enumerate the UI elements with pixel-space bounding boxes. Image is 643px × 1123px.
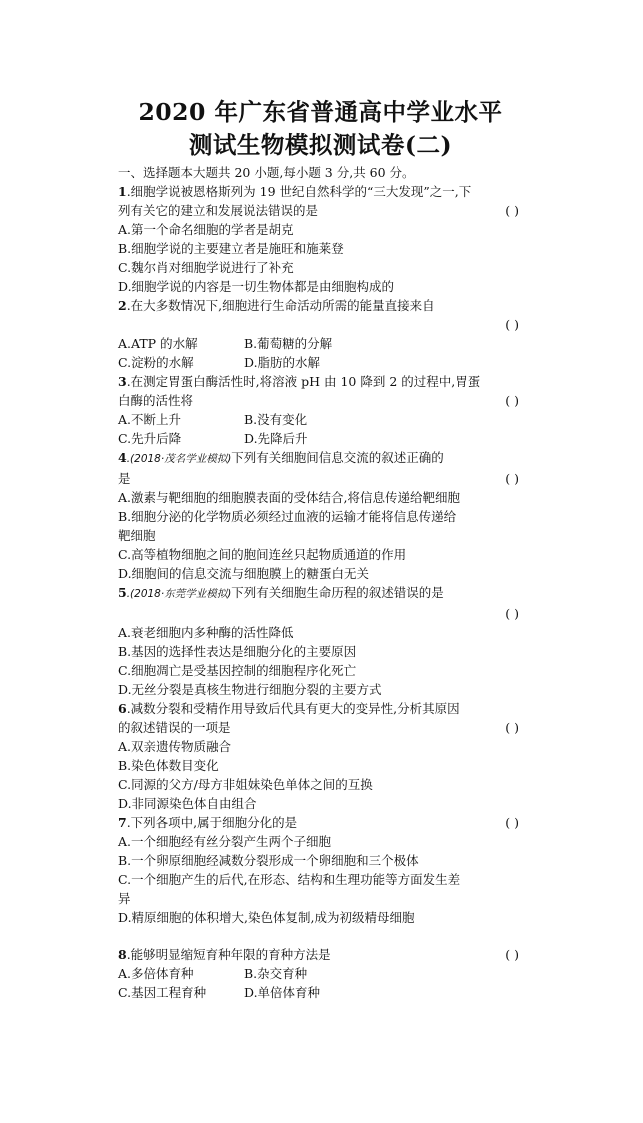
option-b: B.基因的选择性表达是细胞分化的主要原因	[118, 644, 357, 659]
answer-paren: ( )	[505, 720, 519, 735]
option-c: C.先升后降	[118, 431, 182, 446]
option-a: A.ATP 的水解	[118, 336, 198, 351]
question-number: 1	[118, 184, 127, 199]
answer-paren: ( )	[505, 393, 519, 408]
option-c: C.高等植物细胞之间的胞间连丝只起物质通道的作用	[118, 547, 407, 562]
answer-paren: ( )	[505, 815, 519, 830]
question-number: 4	[118, 450, 127, 465]
option-d: D.脂肪的水解	[244, 355, 321, 370]
question-source: .(2018·茂名学业模拟)	[126, 453, 232, 465]
question-number: 8	[118, 947, 127, 962]
option-a: A.激素与靶细胞的细胞膜表面的受体结合,将信息传递给靶细胞	[118, 490, 460, 505]
option-d: D.细胞间的信息交流与细胞膜上的糖蛋白无关	[118, 566, 370, 581]
question-number: 5	[118, 585, 127, 600]
option-c-cont: 异	[118, 891, 131, 906]
exam-page	[118, 96, 523, 1002]
option-b: B.一个卵原细胞经减数分裂形成一个卵细胞和三个极体	[118, 853, 419, 868]
option-b: B.染色体数目变化	[118, 758, 219, 773]
exam-title	[118, 96, 523, 162]
option-b: B.细胞分泌的化学物质必须经过血液的运输才能将信息传递给	[118, 509, 457, 524]
question-7	[118, 813, 523, 927]
question-stem-cont: 是	[118, 471, 131, 486]
section-heading: 一、选择题本大题共 20 小题,每小题 3 分,共 60 分。	[118, 165, 415, 180]
question-6	[118, 699, 523, 813]
option-a: A.衰老细胞内多种酶的活性降低	[118, 625, 294, 640]
title-line-2: 测试生物模拟测试卷(二)	[188, 131, 453, 159]
option-c: C.魏尔肖对细胞学说进行了补充	[118, 260, 294, 275]
option-a: A.一个细胞经有丝分裂产生两个子细胞	[118, 834, 332, 849]
answer-paren: ( )	[505, 317, 519, 332]
question-stem: .细胞学说被恩格斯列为 19 世纪自然科学的“三大发现”之一,下	[126, 184, 472, 199]
option-b: B.细胞学说的主要建立者是施旺和施莱登	[118, 241, 344, 256]
option-b: B.葡萄糖的分解	[244, 336, 333, 351]
question-stem: 下列有关细胞间信息交流的叙述正确的	[231, 450, 444, 465]
question-3	[118, 372, 523, 448]
option-c: C.细胞凋亡是受基因控制的细胞程序化死亡	[118, 663, 357, 678]
option-a: A.不断上升	[118, 412, 182, 427]
question-stem-cont: 白酶的活性将	[118, 393, 194, 408]
question-stem-cont: 列有关它的建立和发展说法错误的是	[118, 203, 319, 218]
option-d: D.先降后升	[244, 431, 308, 446]
option-a: A.多倍体育种	[118, 966, 194, 981]
option-b-cont: 靶细胞	[118, 528, 156, 543]
option-d: D.细胞学说的内容是一切生物体都是由细胞构成的	[118, 279, 395, 294]
question-stem: .能够明显缩短育种年限的育种方法是	[126, 947, 331, 962]
option-c: C.淀粉的水解	[118, 355, 194, 370]
option-c: C.基因工程育种	[118, 985, 207, 1000]
question-stem: .在大多数情况下,细胞进行生命活动所需的能量直接来自	[126, 298, 435, 313]
question-stem: 下列有关细胞生命历程的叙述错误的是	[231, 585, 444, 600]
question-stem: .在测定胃蛋白酶活性时,将溶液 pH 由 10 降到 2 的过程中,胃蛋	[126, 374, 481, 389]
option-b: B.没有变化	[244, 412, 308, 427]
option-c: C.同源的父方/母方非姐妹染色单体之间的互换	[118, 777, 373, 792]
answer-paren: ( )	[505, 947, 519, 962]
question-source: .(2018·东莞学业模拟)	[126, 588, 232, 600]
question-4	[118, 448, 523, 583]
option-a: A.双亲遗传物质融合	[118, 739, 232, 754]
option-d: D.非同源染色体自由组合	[118, 796, 257, 811]
answer-paren: ( )	[505, 203, 519, 218]
question-number: 7	[118, 815, 127, 830]
question-stem: .下列各项中,属于细胞分化的是	[126, 815, 298, 830]
spacer	[118, 927, 523, 945]
question-number: 6	[118, 701, 127, 716]
question-stem-cont: 的叙述错误的一项是	[118, 720, 231, 735]
question-number: 2	[118, 298, 127, 313]
option-d: D.无丝分裂是真核生物进行细胞分裂的主要方式	[118, 682, 382, 697]
question-1	[118, 182, 523, 296]
answer-paren: ( )	[505, 471, 519, 486]
question-2	[118, 296, 523, 372]
option-c: C.一个细胞产生的后代,在形态、结构和生理功能等方面发生差	[118, 872, 461, 887]
question-stem: .减数分裂和受精作用导致后代具有更大的变异性,分析其原因	[126, 701, 460, 716]
question-5	[118, 583, 523, 699]
title-line-1: 2020 年广东省普通高中学业水平	[138, 98, 503, 126]
option-d: D.精原细胞的体积增大,染色体复制,成为初级精母细胞	[118, 910, 415, 925]
option-b: B.杂交育种	[244, 966, 308, 981]
question-8	[118, 945, 523, 1002]
question-number: 3	[118, 374, 127, 389]
option-a: A.第一个命名细胞的学者是胡克	[118, 222, 294, 237]
option-d: D.单倍体育种	[244, 985, 321, 1000]
answer-paren: ( )	[505, 606, 519, 621]
